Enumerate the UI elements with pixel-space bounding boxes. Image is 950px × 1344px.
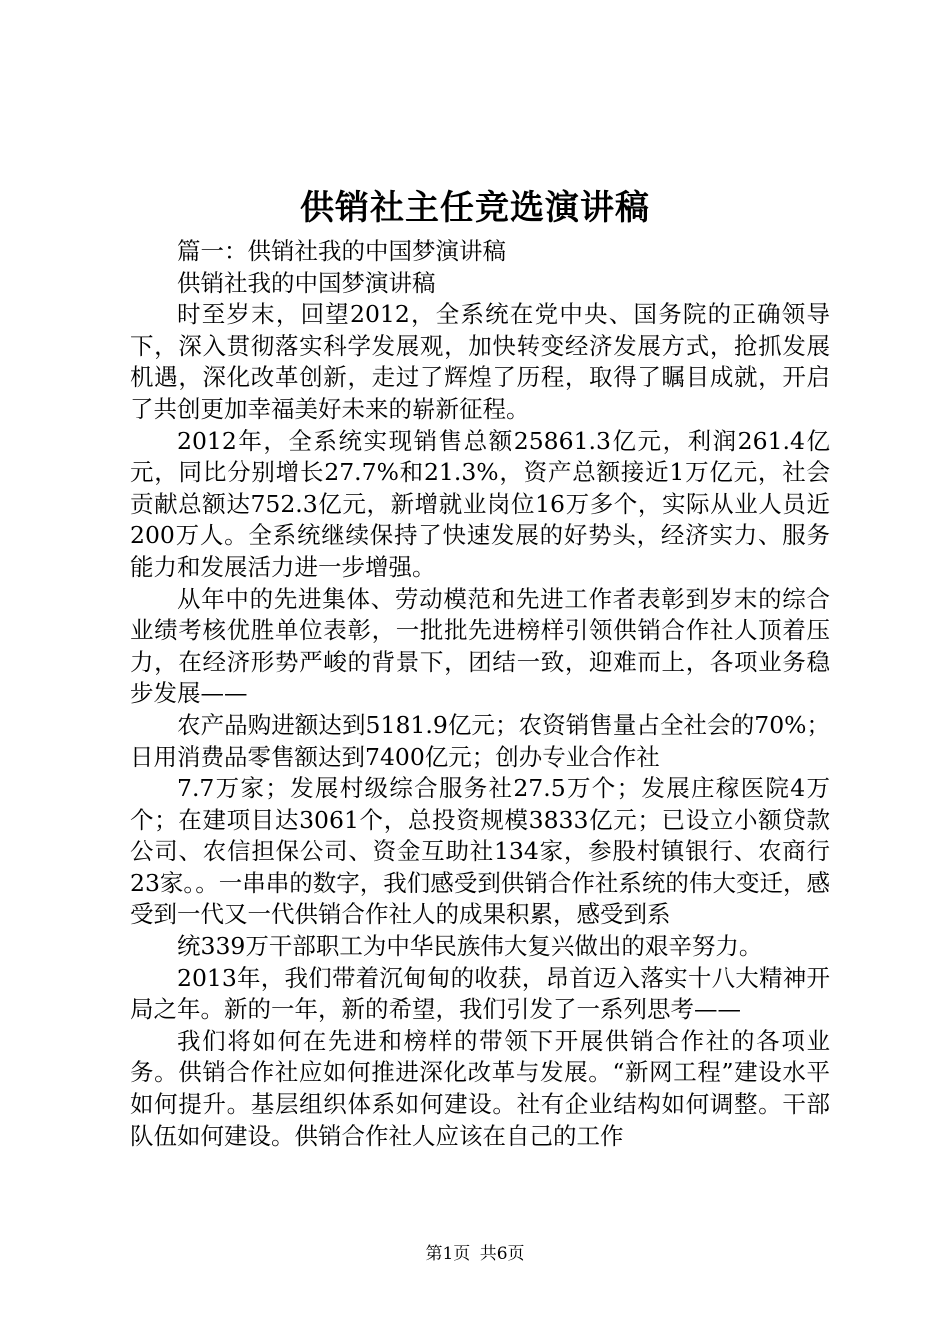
- speech-title: 供销社我的中国梦演讲稿: [177, 268, 436, 297]
- paragraph: 2013年，我们带着沉甸甸的收获，昂首迈入落实十八大精神开局之年。新的一年，新的希望，我们引发了一系列思考——: [130, 963, 830, 1024]
- paragraph: 7.7万家；发展村级综合服务社27.5万个；发展庄稼医院4万个；在建项目达3061个，总投资规模3833亿元；已设立小额贷款公司、农信担保公司、资金互助社134家，参股村镇银行、农商行23家。。一串串的数字，我们感受到供销合作社系统的伟大变迁，感受到一代又一代供销合作社人的成果积累，感受到系: [130, 774, 830, 929]
- paragraph: 从年中的先进集体、劳动模范和先进工作者表彰到岁末的综合业绩考核优胜单位表彰，一批批先进榜样引领供销合作社人顶着压力，在经济形势严峻的背景下，团结一致，迎难而上，各项业务稳步发展——: [130, 584, 830, 708]
- page-footer: [0, 1243, 950, 1265]
- document-title: 供销社主任竞选演讲稿: [300, 188, 650, 228]
- paragraph: 时至岁末，回望2012，全系统在党中央、国务院的正确领导下，深入贯彻落实科学发展观，加快转变经济发展方式，抢抓发展机遇，深化改革创新，走过了辉煌了历程，取得了瞩目成就，开启了共创更加幸福美好未来的崭新征程。: [130, 300, 830, 423]
- page-number: 第1页: [425, 1244, 471, 1264]
- paragraph: 我们将如何在先进和榜样的带领下开展供销合作社的各项业务。供销合作社应如何推进深化改革与发展。“新网工程”建设水平如何提升。基层组织体系如何建设。社有企业结构如何调整。干部队伍如何建设。供销合作社人应该在自己的工作: [130, 1026, 830, 1150]
- document-body: [130, 236, 830, 1152]
- paragraph: 统339万干部职工为中华民族伟大复兴做出的艰辛努力。: [177, 932, 763, 961]
- section-heading: 篇一：供销社我的中国梦演讲稿: [177, 237, 506, 265]
- paragraph: 农产品购进额达到5181.9亿元；农资销售量占全社会的70%；日用消费品零售额达到7400亿元；创办专业合作社: [130, 710, 830, 771]
- page-total: 共6页: [479, 1244, 525, 1264]
- paragraph: 2012年，全系统实现销售总额25861.3亿元，利润261.4亿元，同比分别增长27.7%和21.3%，资产总额接近1万亿元，社会贡献总额达752.3亿元，新增就业岗位16万多个，实际从业人员近200万人。全系统继续保持了快速发展的好势头，经济实力、服务能力和发展活力进一步增强。: [130, 426, 830, 581]
